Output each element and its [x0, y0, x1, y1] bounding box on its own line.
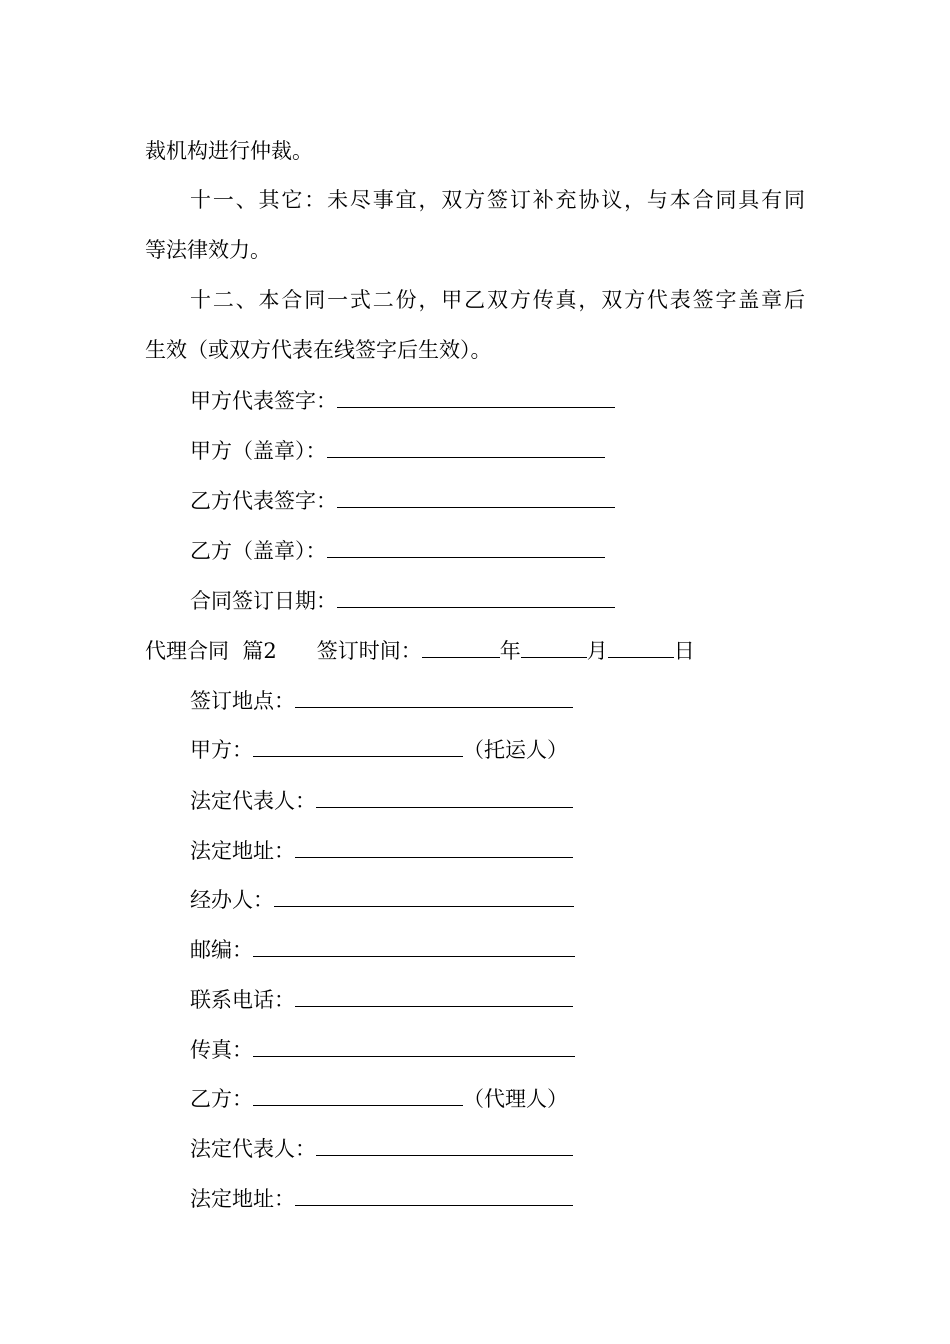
field-label: 法定代表人：	[190, 789, 316, 813]
field-label: 乙方：	[190, 1087, 253, 1111]
form-blank	[316, 1133, 573, 1156]
form-row-phone	[190, 984, 573, 1014]
form-row-party-a	[190, 734, 568, 764]
form-row-postcode	[190, 934, 575, 964]
section-title: 代理合同 篇2	[145, 639, 277, 663]
role-label: （代理人）	[463, 1087, 568, 1111]
role-label: （托运人）	[463, 738, 568, 762]
field-label: 法定代表人：	[190, 1137, 316, 1161]
signature-row-b-rep	[190, 485, 615, 515]
signature-blank	[337, 485, 615, 508]
signature-row-a-rep	[190, 385, 615, 415]
signature-blank	[327, 535, 605, 558]
month-blank	[521, 635, 587, 658]
form-blank	[253, 734, 463, 757]
paragraph-line: 十一、其它：未尽事宜，双方签订补充协议，与本合同具有同	[190, 188, 805, 212]
signature-blank	[337, 585, 615, 608]
day-blank	[608, 635, 674, 658]
form-blank	[253, 934, 575, 957]
field-label: 法定地址：	[190, 1187, 295, 1211]
form-row-fax	[190, 1034, 575, 1064]
form-blank	[295, 685, 573, 708]
form-blank	[295, 1183, 573, 1206]
paragraph-line: 等法律效力。	[145, 238, 271, 262]
field-label: 签订地点：	[190, 689, 295, 713]
section-header-row	[145, 635, 695, 665]
form-row-legal-addr-b	[190, 1183, 573, 1213]
signature-row-date	[190, 585, 615, 615]
field-label: 乙方（盖章）：	[190, 539, 327, 563]
field-label: 邮编：	[190, 938, 253, 962]
year-blank	[422, 635, 500, 658]
form-blank	[316, 785, 573, 808]
signature-blank	[337, 385, 615, 408]
field-label: 经办人：	[190, 888, 274, 912]
form-row-legal-rep-b	[190, 1133, 573, 1163]
form-row-party-b	[190, 1083, 568, 1113]
form-row-legal-rep	[190, 785, 573, 815]
form-row-legal-addr	[190, 835, 573, 865]
form-row-handler	[190, 884, 574, 914]
field-label: 合同签订日期：	[190, 589, 337, 613]
form-blank	[295, 984, 573, 1007]
field-label: 甲方：	[190, 738, 253, 762]
signature-row-b-seal	[190, 535, 605, 565]
day-label: 日	[673, 639, 695, 663]
signature-blank	[327, 435, 605, 458]
form-blank	[253, 1034, 575, 1057]
year-label: 年	[499, 639, 521, 663]
month-label: 月	[586, 639, 608, 663]
signature-row-a-seal	[190, 435, 605, 465]
field-label: 联系电话：	[190, 988, 295, 1012]
field-label: 传真：	[190, 1038, 253, 1062]
field-label: 甲方代表签字：	[190, 389, 337, 413]
field-label: 甲方（盖章）：	[190, 439, 327, 463]
form-blank	[295, 835, 573, 858]
paragraph-line: 裁机构进行仲裁。	[145, 139, 313, 163]
paragraph-line: 生效（或双方代表在线签字后生效）。	[145, 338, 492, 362]
field-label: 法定地址：	[190, 839, 295, 863]
field-label: 乙方代表签字：	[190, 489, 337, 513]
form-blank	[274, 884, 574, 907]
form-row-place	[190, 685, 573, 715]
form-blank	[253, 1083, 463, 1106]
sign-time-label: 签订时间：	[316, 639, 422, 663]
paragraph-line: 十二、本合同一式二份，甲乙双方传真，双方代表签字盖章后	[190, 288, 805, 312]
